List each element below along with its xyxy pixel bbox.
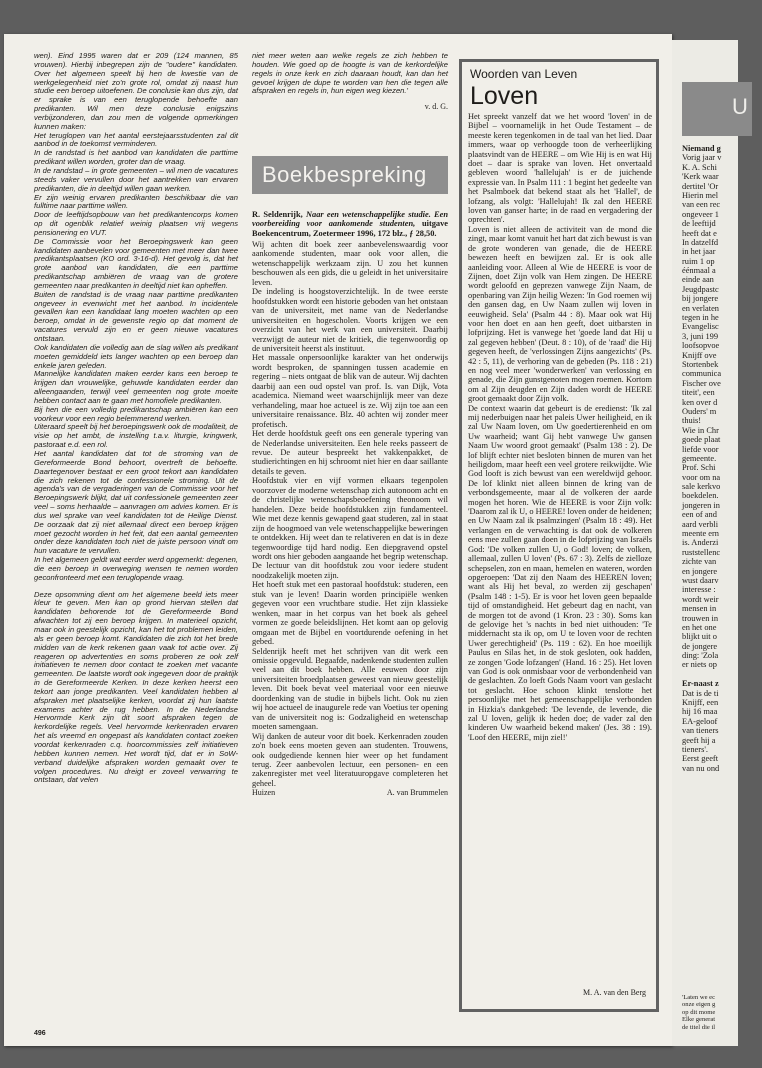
review-paragraph: Het derde hoofdstuk geeft ons een generale typering van de Nederlandse universiteiten. Een hele reeks passeert de revue. De auteur bespreekt het vakkenpakket, de studierichtingen en hij schroomt niet hier en daar saillante details te geven. (252, 429, 448, 476)
left-paragraph: Het teruglopen van het aantal eerstejaarsstudenten zal dit aanbod in de toekomst verminderen. (34, 130, 238, 149)
left-paragraph: Buiten de randstad is de vraag naar parttime predikanten ongeveer in evenwicht met het aanbod. In incidentele gevallen kan een kandidaat lang moeten wachten op een beroep, omdat in de gewenste regio op dat moment de vacatures vervuld zijn en er geen nieuwe vacatures ontstaan. (34, 289, 238, 343)
adjacent-line: geeft hij a (682, 735, 716, 745)
adjacent-line: ongeveer 1 (682, 209, 719, 219)
adjacent-line: meente ern (682, 529, 719, 539)
adjacent-line: ding: 'Zola (682, 651, 719, 661)
box-paragraph: Loven is niet alleen de activiteit van de mond die zingt, maar komt vanuit het hart dat zich bewust is van de grote wonderen van genade, die de HEERE bewezen heeft en bewijzen zal. Er is ook alle aanleiding voor. Alleen al Wie de HEERE is voor de Zijnen, doet Zijn volk van Hem zingen. De HEERE wordt geloofd en geprezen vanwege Zijn Naam, de openbaring van Zijn heilig Wezen: 'In God roemen wij den gansen dag, en Uw Naam zullen wij loven in eeuwigheid. Sela' (Psalm 44 : 8). Maar ook wat Hij voor hen doet en aan hen geeft, doet uitbarsten in lofprijzing. Het is vanwege het 'goede land dat Hij u zal gegeven hebben' (Deut. 8 : 10), of de 'raad' die Hij gegeven heeft, de 'verlossingen Zijns aangezichts' (Ps. 42 : 5, 11), de verhoring van de gebeden (Ps. 118 : 21) en nog veel meer 'wonderwerken' van verlossing en genade, die Zijn gunstgenoten mogen roemen. Kortom om al Zijn deugden en Zijn daden wordt de HEERE groot gemaakt door Zijn volk. (468, 224, 652, 404)
adjacent-line: is. Anderzi (682, 538, 719, 548)
left-paragraph: Mannelijke kandidaten maken eerder kans een beroep te krijgen dan vrouwelijke, gehuwde kandidaten eerder dan alleengaanden, terwijl veel gemeenten nog grote moeite hebben contact aan te gaan met homofiele predikanten. (34, 369, 238, 405)
adjacent-line: éénmaal a (682, 266, 716, 276)
adjacent-footnote-line: de titel die il (682, 1023, 716, 1031)
adjacent-line: ken over d (682, 397, 718, 407)
adjacent-line: en het one (682, 622, 717, 632)
adjacent-line: thuis! (682, 416, 702, 426)
adjacent-line: dertitel 'Or (682, 181, 719, 191)
review-place: Huizen (252, 788, 276, 798)
adjacent-line: mensen in (682, 604, 717, 614)
adjacent-line: ruststellenc (682, 547, 721, 557)
left-paragraph: wen). Eind 1995 waren dat er 209 (124 mannen, 85 vrouwen). Hierbij inbegrepen zijn de "oudere" kandidaten. Over het algemeen speelt bij hen de kwestie van de werkgelegenheid niet zo'n grote rol, omdat zij naast hun studie een beroep uitoefenen. De conclusie kan dus zijn, dat er sprake is van een teruglopende behoefte aan predikanten. Wil men deze conclusie enigszins verbijzonderen, dan zou men de volgende opmerkingen kunnen maken: (34, 51, 238, 131)
adjacent-line: jongeren in (682, 500, 720, 510)
adjacent-page-edge (672, 40, 748, 1046)
adjacent-line: EA-geloof (682, 716, 718, 726)
adjacent-line: loofsopvoe (682, 341, 720, 351)
box-body (468, 112, 652, 982)
article-signature: v. d. G. (424, 102, 448, 112)
adjacent-line: aard verbli (682, 519, 719, 529)
adjacent-line: gemeente. (682, 453, 717, 463)
adjacent-line: boekdelen. (682, 491, 719, 501)
adjacent-line: Ouders' m (682, 406, 717, 416)
adjacent-line: van nu ond (682, 763, 720, 773)
adjacent-line: In datzelfd (682, 237, 719, 247)
adjacent-line: K. A. Schi (682, 162, 717, 172)
adjacent-line: Knijff, een (682, 698, 719, 708)
adjacent-line: tieners'. (682, 745, 708, 754)
review-paragraph: De indeling is hoogstoverzichtelijk. In de twee eerste hoofdstukken wordt een historie geboden van het ontstaan van de universiteit, met name van de Nederlandse universiteiten en hogescholen. Voorts krijgen we een overzicht van het werk van een universiteit. Daarbij verzwijgt de auteur niet de kritiek, die tegenwoordig op de universiteit heerst als instituut. (252, 287, 448, 354)
adjacent-footnote-text (682, 994, 762, 1031)
box-paragraph: De context waarin dat gebeurt is de eredienst: 'Ik zal mij nederbuigen naar het paleis Uwer heiligheid, en ik zal Uw Naam loven, om Uw goedertierenheid en om Uw waarheid; want Gij hebt vanwege Uw gansen Naam Uw woord groot gemaakt' (Psalm 138 : 2). De lof blijft echter niet besloten binnen de muren van het heiligdom, maar heeft een veel grotere reikwijdte. Wie God looft is zich bewust van een wereldwijd gehoor. De lof klinkt niet alleen binnen de kring van de verbondsgemeente, maar al de volkeren der aarde mogen het horen. Wie de HEERE is voor Zijn volk: 'Daarom zal ik U, o HEERE! loven onder de heidenen; en Uw Naam zal ik psalmzingen' (Psalm 18 : 49). Het verlangen en de verwachting is dat ook de volkeren eens mee zullen gaan doen in de lofprijzing van Israëls God: 'De volken zullen U, o God! loven; de volken, allemaal, zullen U loven' (Ps. 67 : 3). Zelfs de zielloze schepselen, zon en maan, hemelen en wateren, worden opgeroepen: 'Dat zij den Naam des HEEREN loven; want als Hij het beval, zo werden zij geschapen' (Psalm 148 : 1-5). Er is voor het loven geen bepaalde tijd of omstandigheid. Het gebeurt dag en nacht, van de morgen tot de avond (1 Kron. 23 : 30). Soms kan de gelovige het 's nachts in bed niet uithouden: 'Te middernacht sta ik op, om U te loven voor de rechten Uwer gerechtigheid' (Ps. 119 : 62). En hoe moeilijk Paulus en Silas het, in de stok gesloten, ook hadden, ze zongen 'Gode lofzangen' (Hand. 16 : 25). Het loven van God is ook onmisbaar voor de verbondenheid van de geslachten. Zo loeft Gods Naam voort van geslacht tot geslacht. Hoe schoon klinkt tenslotte het persoonlijke met het gemeenschappelijke verbonden in Hizkia's dankgebed: 'De levende, de levende, die zal U loven, gelijk ik heden doe; de vader zal den kinderen Uw waarheid bekend maken' (Jes. 38 : 19). 'Loof den HEERE, mijn ziel!' (468, 403, 652, 742)
left-paragraph: In de randstad – in grote gemeenten – wil men de vacatures steeds vaker vervullen door het aantrekken van ervaren predikanten, die in deeltijd willen gaan werken. (34, 165, 238, 193)
book-author: R. Seldenrijk, (252, 209, 303, 219)
adjacent-column-text (682, 144, 762, 773)
review-paragraph: Seldenrijk heeft met het schrijven van dit werk een omissie opgevuld. Begaafde, nadenkende studenten zullen veel aan dit boek hebben. Alle eeuwen door zijn universiteiten broedplaatsen geweest van nieuw geestelijk leven. Dit boek bevat veel materiaal voor een nieuwe doordenking van de studie in bijbels licht. Ook nu zien wij hoe actueel de inaugurele rede van Voetius ter opening van de universiteit nog is: Godzaligheid en wetenschap moeten samengaan. (252, 646, 448, 732)
adjacent-footnote-line: op dit mome (682, 1008, 716, 1016)
adjacent-line: Wie in Chr (682, 425, 719, 435)
review-paragraph: Het hoeft stuk met een pastoraal hoofdstuk: studeren, een stuk van je leven! Daarin worden principiële wenken gegeven voor een vruchtbare studie. Het zijn klassieke wenken, maar in het corpus van het boek als geheel vormen ze goede beleidslijnen. Het komt aan op gelovig omgaan met de Bijbel en voortdurende oefening in het gebed. (252, 580, 448, 647)
adjacent-line: ruim 1 op (682, 256, 715, 266)
left-column (34, 52, 238, 1012)
left-paragraph: Door de leeftijdsopbouw van het predikantencorps komen op dit ogenblik relatief weinig plaatsen vrij wegens pensionering en VUT. (34, 210, 238, 237)
adjacent-footnote-line: 'Laten we ec (682, 994, 716, 1001)
adjacent-line: en verlaten (682, 303, 719, 313)
left-paragraph: Bij hen die een volledig predikantschap ambiëren kan een voorkeur voor een regio belemmerend werken. (34, 404, 238, 423)
adjacent-line: er niets op (682, 660, 717, 670)
adjacent-line: Niemand g (682, 144, 721, 153)
left-paragraph: Uiteraard speelt bij het beroepingswerk ook de modaliteit, de visie op het ambt, de instelling t.a.v. liturgie, kringwerk, pastoraat e.d. een rol. (34, 422, 238, 450)
adjacent-line: Vorig jaar v (682, 153, 722, 163)
review-signature-line (252, 788, 448, 797)
adjacent-line: titeit', een (682, 388, 715, 398)
left-paragraph: In het algemeen geldt wat eerder werd opgemerkt: degenen, die een beroep in overweging wensen te nemen worden geconfronteerd met een teruglopende vraag. (34, 555, 238, 582)
adjacent-line: Dat is de ti (682, 688, 719, 698)
adjacent-line: in het jaar (682, 247, 716, 257)
adjacent-line: liefde voor (682, 444, 719, 454)
adjacent-footnote-line: onze eigen g (682, 1001, 716, 1009)
magazine-page (4, 34, 672, 1046)
box-kicker: Woorden van Leven (470, 67, 578, 81)
adjacent-line: Eerst geeft (682, 754, 719, 764)
adjacent-line: van een rec (682, 200, 721, 210)
box-paragraph: Het spreekt vanzelf dat we het woord 'loven' in de Bijbel – voornamelijk in het Oude Testament – de meeste keren tegenkomen in de taal van het lied. Daar immers, waar op verhoogde toon de verheerlijking plaatsvindt van de HEERE – om Wie Hij is en wat Hij doet – daar is sprake van loven. Het onvertaald gebleven woord 'hallelujah' is er de juichende expressie van. In Psalm 111 : 1 begint het gedeelte van het Psalmboek dat bekend staat als het 'Hallel', de lofzang, als volgt: 'Hallelujah! Ik zal den HEERE loven van ganser harte; in de raad en vergadering der oprechten'. (468, 112, 652, 225)
left-paragraph: Ook kandidaten die volledig aan de slag willen als predikant moeten gemiddeld iets langer wachten op een beroep dan enkele jaren geleden. (34, 342, 238, 370)
adjacent-line: wordt weir (682, 594, 719, 604)
left-paragraph: Er zijn weinig ervaren predikanten beschikbaar die van fulltime naar parttime willen. (34, 192, 238, 211)
review-paragraph: Wij achten dit boek zeer aanbevelenswaardig voor aankomende studenten, maar ook voor allen, die wetenschappelijk werkzaam zijn. U zou het kunnen beschouwen als een gids, die u geleidt in het universitaire leven. (252, 240, 448, 287)
adjacent-line: van tieners (682, 726, 719, 736)
adjacent-line: de jongere (682, 641, 718, 651)
adjacent-line: communica (682, 369, 722, 379)
adjacent-line: Fischer ove (682, 378, 721, 388)
adjacent-line: interesse : (682, 585, 716, 595)
review-paragraph: Het massale onpersoonlijke karakter van het onderwijs wordt besproken, de spanningen tussen academie en regering – niets ontgaat de blik van de auteur. Wij dachten daarbij aan een oud opstel van prof. Is. van Dijk, Vota academica. Niemand weet waarschijnlijk meer van deze verhandeling, maar hoe actueel is ze. Wij zijn toe aan een universitaire renaissance. Blz. 40 achten wij zonder meer profetisch. (252, 353, 448, 429)
review-body (252, 240, 448, 788)
box-title: Loven (470, 82, 539, 110)
adjacent-line: trouwen in (682, 613, 719, 623)
review-signature: A. van Brummelen (386, 788, 448, 798)
adjacent-line: de leeftijd (682, 219, 716, 229)
adjacent-line: 'Kerk waar (682, 172, 719, 182)
adjacent-line: blijkt uit o (682, 632, 717, 642)
book-publisher: uitgave Boekencentrum, Zoetermeer 1996, 172 blz., ƒ 28,50. (252, 219, 449, 238)
article-continuation: niet meer weten aan welke regels ze zich hebben te houden. Wie goed op de hoogte is van de kerkordelijke regels in onze kerk en zich daaraan houdt, kan dan het gevoel krijgen de dupe te worden van hen die tegen alle afspraken en regels in, hun eigen weg kiezen.' (252, 51, 448, 96)
left-paragraph: In de randstad is het aanbod van kandidaten die parttime predikant willen worden, groter dan de vraag. (34, 148, 238, 167)
adjacent-line: sale kerkvo (682, 482, 721, 492)
adjacent-line: Er-naast z (682, 679, 719, 689)
middle-column (252, 52, 448, 1062)
left-paragraph: Het aantal kandidaten dat tot de stroming van de Gereformeerde Bond behoort, overtreft de behoefte. Daartegenover bestaat er een groot tekort aan kandidaten die zich rekenen tot de confessionele stroming. Uit de agenda's van de vergaderingen van de Commissie voor het Beroepingswerk blijkt, dat uit confessionele gemeenten zeer veel – soms herhaalde – aanvragen om advies komen. Er is dus wel sprake van veel kandidaten tot de Heilige Dienst. De oorzaak dat zij niet allemaal direct een beroep krijgen moet gezocht worden in het feit, dat een aantal gemeenten onder deze kandidaten toch niet de juiste persoon vindt om hun vacature te vervullen. (34, 448, 238, 556)
adjacent-line: zichte van (682, 557, 717, 567)
adjacent-line: Hierin mel (682, 190, 719, 200)
adjacent-line (682, 670, 762, 679)
adjacent-line: 3, juni 199 (682, 331, 719, 341)
adjacent-line: hij 16 maa (682, 707, 718, 717)
adjacent-line: bij jongere (682, 294, 719, 304)
adjacent-line: goede plaat (682, 435, 721, 445)
words-of-life-box (459, 59, 659, 1012)
adjacent-line: voor om na (682, 472, 721, 482)
adjacent-line: Stortenbek (682, 359, 719, 369)
adjacent-line: een of and (682, 510, 717, 520)
adjacent-line: einde aan (682, 275, 714, 285)
page-number: 496 (34, 1030, 46, 1037)
adjacent-line: Prof. Schi (682, 463, 716, 473)
book-title: Naar een wetenschappelijke studie. Een voorbereiding voor aankomende studenten, (252, 209, 449, 229)
left-paragraph: Deze opsomming dient om het algemene beeld iets meer kleur te geven. Men kan op grond hiervan stellen dat kandidaten behorende tot de Gereformeerde Bond afwachten tot zij een beroep krijgen. In materieel opzicht, maar ook in geestelijk opzicht, kan het tot problemen leiden, als er geen beroep komt. Kandidaten die zich tot het brede midden van de kerk rekenen gaan vaak tot actie over. Zij reageren op advertenties en soms proberen ze ook zelf initiatieven te nemen door contact te zoeken met vacante gemeenten. De laatste wordt ook ingegeven door de praktijk in de Gereformeerde Kerken. In deze kerken heerst een tekort aan jonge predikanten. Veel kandidaten hebben al afspraken met plaatselijke kerken, voordat zij hun laatste examens achter de rug hebben. In de Nederlandse Hervormde Kerk zijn dit soort afspraken tegen de kerkordelijke regels. Veel hervormde kerkenraden ervaren het als vreemd en ongepast als kandidaten contact zoeken voordat kerkenraden c.q. hoorcommissies zelf initiatieven hebben kunnen nemen. Het wordt tijd, dat er in SoW-verband duidelijke afspraken worden gemaakt over te volgen procedures. Nu dreigt er zoveel verwarring te ontstaan, dat velen (34, 589, 238, 785)
left-paragraph: De Commissie voor het Beroepingswerk kan geen kandidaten aanbevelen voor gemeenten met meer dan twee predikantsplaatsen (KO ord. 3-16-d). Het gevolg is, dat het grote aanbod van kandidaten, die een parttime predikantschap ambiëren de vraag van de grotere gemeenten naar predikanten in deeltijd niet kan opheffen. (34, 236, 238, 290)
section-banner: Boekbespreking (252, 156, 448, 194)
book-reference (252, 210, 448, 238)
adjacent-line: wust daarv (682, 575, 719, 585)
box-author: M. A. van den Berg (583, 988, 646, 997)
adjacent-line: Evangelisc (682, 322, 719, 332)
adjacent-line: en jongere (682, 566, 718, 576)
adjacent-footnote-line: Elke generat (682, 1016, 716, 1024)
adjacent-line: heeft dat e (682, 228, 717, 238)
adjacent-banner: U (682, 82, 752, 136)
review-paragraph: Wij danken de auteur voor dit boek. Kerkenraden zouden zo'n boek eens moeten geven aan studenten. Trouwens, ook oudgediende kennen hier weer op het fundament terug. Zeer aanbevolen lectuur, een personen- en een zakenregister met veel literatuuropgave completeren het geheel. (252, 731, 448, 788)
adjacent-line: Knijff ove (682, 350, 717, 360)
adjacent-line: Jeugdpastc (682, 284, 719, 294)
review-paragraph: Hoofdstuk vier en vijf vormen elkaars tegenpolen voorzover de moderne wetenschap zich autonoom acht en de christelijke wetenschapsbeoefening theonoom wil handelen. Deze beide hoofdstukken zijn fundamenteel. Wie met deze kennis gewapend gaat studeren, zal in staat zijn de hoogmoed van vele wetenschappelijke beweringen te ontdekken. Hij weet dan te relativeren en dat is in deze tegenwoordige tijd hard nodig. Een diepgravend opstel wordt ons hier geboden aangaande het begrip wetenschap. De lectuur van dit hoofdstuk zou voor iedere student noodzakelijk moeten zijn. (252, 476, 448, 580)
adjacent-line: tegen in he (682, 313, 719, 323)
